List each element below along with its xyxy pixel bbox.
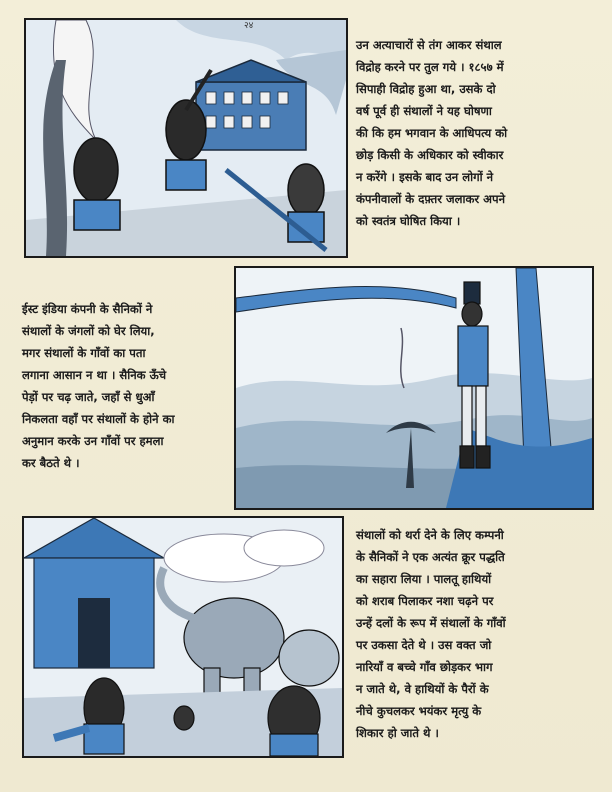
panel-3-illustration <box>22 516 344 758</box>
elephants-attack-illustration <box>24 518 342 756</box>
rebels-burning-office-illustration <box>26 20 346 256</box>
panel-2-caption: ईस्ट इंडिया कंपनी के सैनिकों ने संथालों के जंगलों को घेर लिया, मगर संथालों के गाँवों का पता लगाना आसान न था । सैनिक ऊँचे पेड़ों पर चढ़ जाते, जहाँ से धुआँ निकलता वहाँ पर संथालों के होने का अनुमान करके उन गाँवों पर हमला कर बैठते थे । <box>22 302 175 470</box>
panel-2-illustration <box>234 266 594 510</box>
panel-1-caption: उन अत्याचारों से तंग आकर संथाल विद्रोह करने पर तुल गये । १८५७ में सिपाही विद्रोह हुआ था, उसके दो वर्ष पूर्व ही संथालों ने यह घोषणा की कि हम भगवान के आधिपत्य को छोड़ किसी के अधिकार को स्वीकार न करेंगे । इसके बाद उन लोगों ने कंपनीवालों के दफ़्तर जलाकर अपने को स्वतंत्र घोषित किया । <box>356 38 508 228</box>
panel-3-caption: संथालों को थर्रा देने के लिए कम्पनी के सैनिकों ने एक अत्यंत क्रूर पद्धति का सहारा लिया । पालतू हाथियों को शराब पिलाकर नशा चढ़ने पर उन्हें दलों के रूप में संथालों के गाँवों पर उकसा देते थे । उस वक्त जो नारियाँ व बच्चे गाँव छोड़कर भाग न जाते थे, वे हाथियों के पैरों के नीचे कुचलकर भयंकर मृत्यु के शिकार हो जाते थे । <box>356 528 506 740</box>
panel-1-illustration <box>24 18 348 258</box>
soldier-on-tree-illustration <box>236 268 592 508</box>
page-number: २४ <box>244 21 254 31</box>
